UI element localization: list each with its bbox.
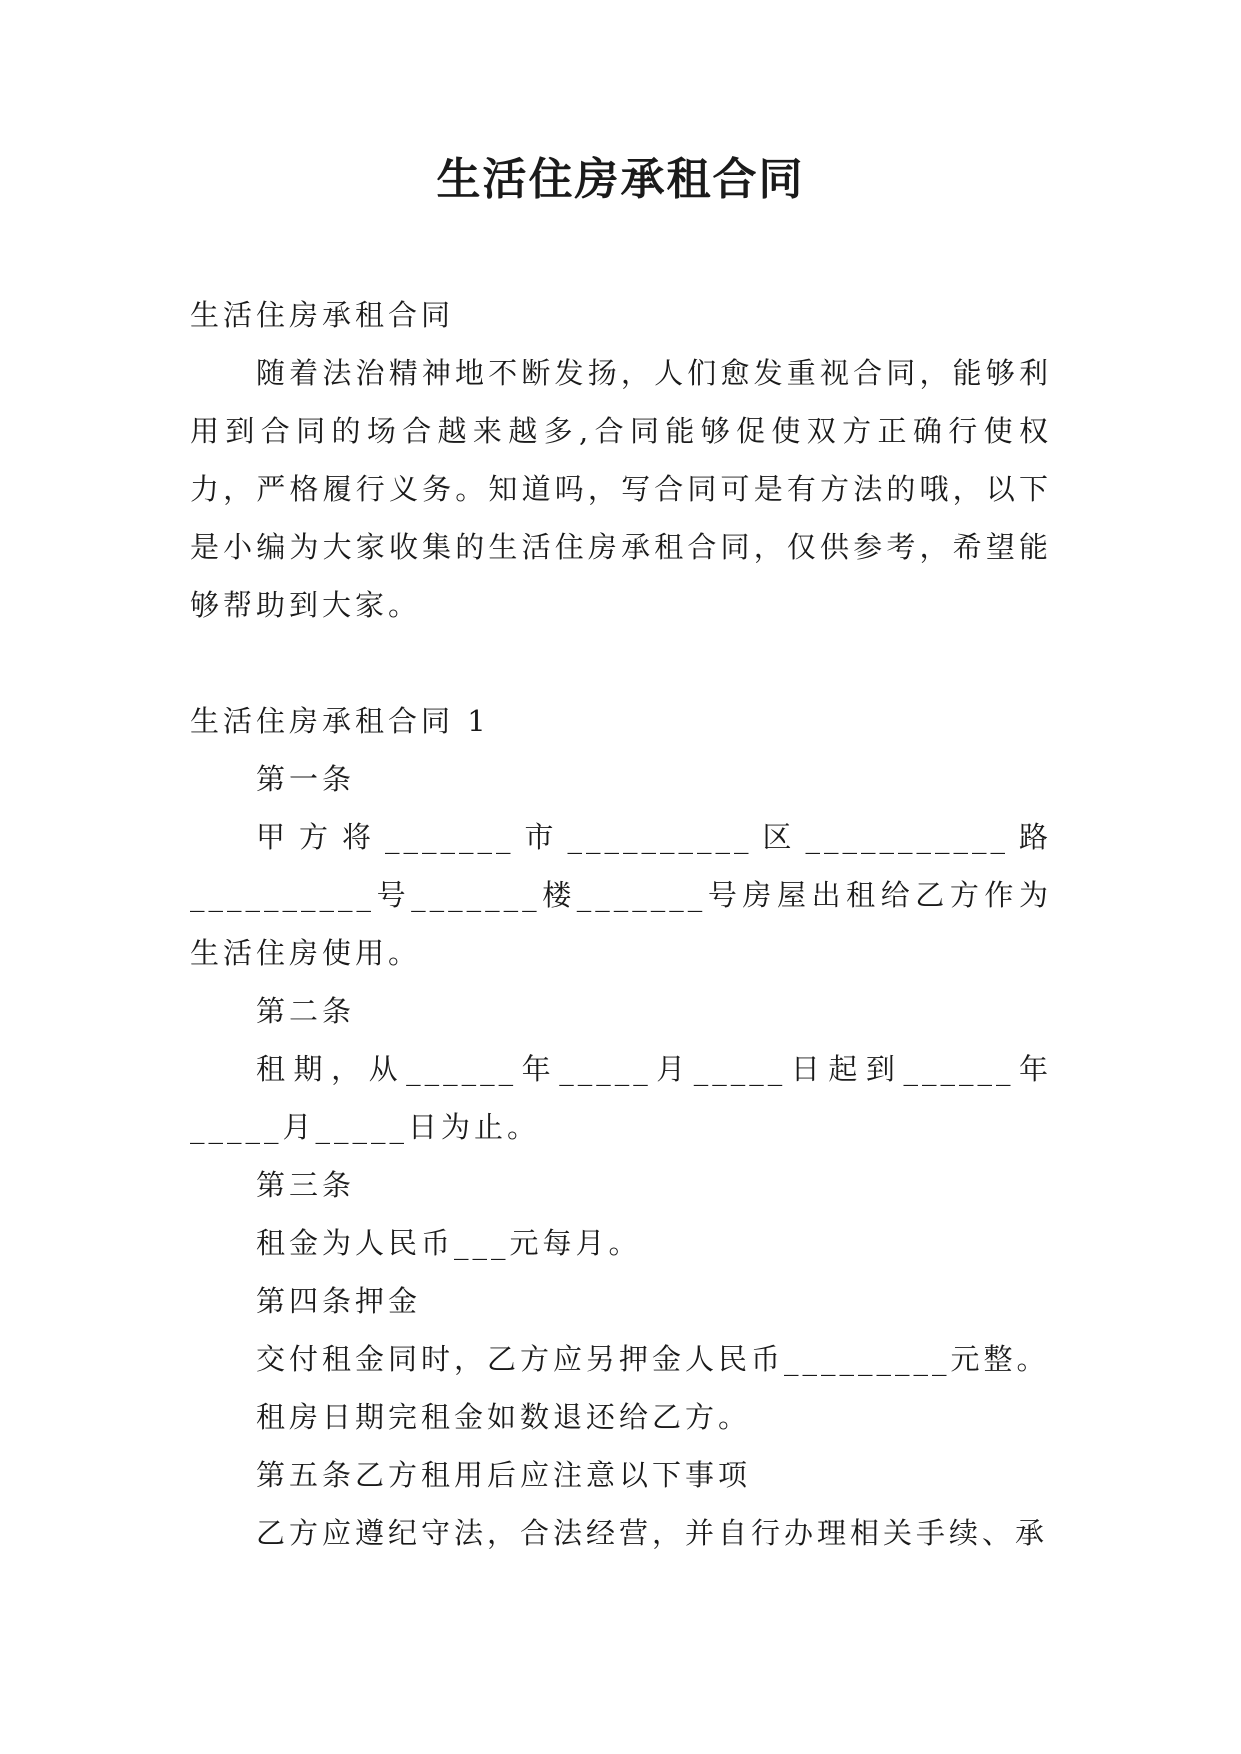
article-5-text: 乙方应遵纪守法，合法经营，并自行办理相关手续、承 <box>256 1516 1049 1550</box>
article-1-text: 甲方将_______市__________区___________路__________号_______楼_______号房屋出租给乙方作为生活住房使用。 <box>190 820 1052 970</box>
article-3-heading: 第三条 <box>256 1168 356 1202</box>
paragraph-spacer <box>190 634 1052 692</box>
article-4-heading: 第四条押金 <box>256 1284 422 1318</box>
article-1-heading: 第一条 <box>256 762 356 796</box>
article-5-heading: 第五条乙方租用后应注意以下事项 <box>256 1458 752 1492</box>
document-body <box>190 286 1052 1562</box>
contract-section-title: 生活住房承租合同 1 <box>190 704 490 738</box>
article-3-text: 租金为人民币___元每月。 <box>256 1226 642 1260</box>
document-title: 生活住房承租合同 <box>436 154 805 205</box>
intro-paragraph: 随着法治精神地不断发扬，人们愈发重视合同，能够利用到合同的场合越来越多,合同能够促使双方正确行使权力，严格履行义务。知道吗，写合同可是有方法的哦，以下是小编为大家收集的生活住房承租合同，仅供参考，希望能够帮助到大家。 <box>190 356 1052 622</box>
contract-heading: 生活住房承租合同 <box>190 298 455 332</box>
article-4-text-2: 租房日期完租金如数退还给乙方。 <box>256 1400 752 1434</box>
article-2-heading: 第二条 <box>256 994 356 1028</box>
article-4-text: 交付租金同时，乙方应另押金人民币_________元整。 <box>256 1342 1050 1376</box>
article-2-text: 租期，从______年_____月_____日起到______年_____月_____日为止。 <box>190 1052 1052 1144</box>
